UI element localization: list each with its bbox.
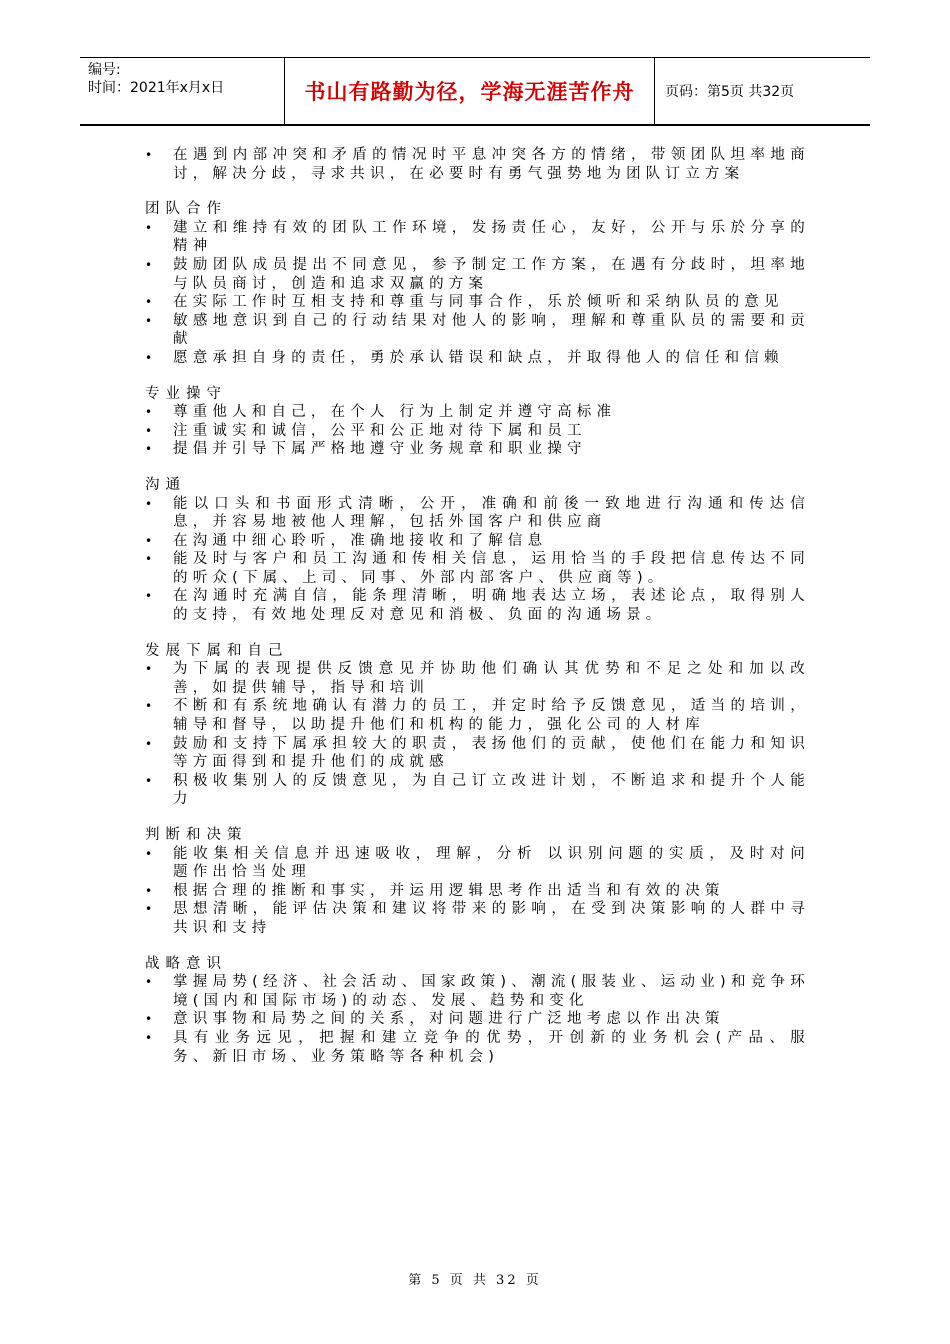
- bullet-list: [145, 146, 810, 183]
- section-title: 专业操守: [145, 385, 227, 402]
- section: [145, 642, 810, 809]
- header-info: [80, 58, 285, 124]
- section: [145, 200, 810, 367]
- section: [145, 826, 810, 938]
- list-item: [145, 495, 810, 532]
- list-item-text: 敏感地意识到自己的行动结果对他人的影响，理解和尊重队员的需要和贡献: [173, 312, 810, 348]
- bullet-icon: •: [145, 902, 158, 917]
- bullet-icon: •: [145, 423, 158, 438]
- bullet-list: [145, 403, 810, 459]
- document-number-label: 编号:: [88, 62, 121, 78]
- header-page-info: 页码：第5页 共32页: [665, 84, 795, 100]
- list-item-text: 为下属的表现提供反馈意见并协助他们确认其优势和不足之处和加以改善，如提供辅导，指导和培训: [173, 661, 810, 696]
- list-item: [145, 900, 810, 937]
- section-title: 战略意识: [145, 955, 227, 972]
- list-item: [145, 532, 810, 551]
- list-item: [145, 1029, 810, 1066]
- list-item-text: 注重诚实和诚信，公平和公正地对待下属和员工: [173, 422, 587, 439]
- list-item-text: 掌握局势(经济、社会活动、国家政策)、潮流(服装业、运动业)和竞争环境(国内和国际市场)的动态、发展、趋势和变化: [173, 974, 810, 1009]
- list-item-text: 根据合理的推断和事实，并运用逻辑思考作出适当和有效的决策: [173, 882, 725, 899]
- list-item: [145, 440, 810, 459]
- bullet-icon: •: [145, 350, 158, 365]
- list-item-text: 在遇到内部冲突和矛盾的情况时平息冲突各方的情绪，带领团队坦率地商讨，解决分歧，寻求共识，在必要时有勇气强势地为团队订立方案: [173, 147, 810, 182]
- bullet-icon: •: [145, 975, 158, 990]
- bullet-icon: •: [145, 662, 158, 677]
- list-item-text: 意识事物和局势之间的关系，对问题进行广泛地考虑以作出决策: [173, 1011, 725, 1028]
- section-title: 发展下属和自己: [145, 642, 289, 659]
- list-item-text: 能收集相关信息并迅速吸收，理解，分析 以识别问题的实质，及时对问题作出恰当处理: [173, 845, 810, 881]
- list-item: [145, 219, 810, 256]
- bullet-icon: •: [145, 589, 158, 604]
- bullet-icon: •: [145, 533, 158, 548]
- list-item: [145, 735, 810, 772]
- bullet-list: [145, 845, 810, 938]
- list-item-text: 建立和维持有效的团队工作环境，发扬责任心，友好，公开与乐於分享的精神: [173, 219, 810, 255]
- list-item-text: 尊重他人和自己，在个人 行为上制定并遵守高标准: [173, 404, 617, 421]
- bullet-icon: •: [145, 442, 158, 457]
- list-item-text: 积极收集别人的反馈意见，为自己订立改进计划，不断追求和提升个人能力: [173, 772, 810, 808]
- list-item: [145, 293, 810, 312]
- list-item-text: 在沟通时充满自信，能条理清晰，明确地表达立场，表述论点，取得别人的支持，有效地处理反对意见和消极、负面的沟通场景。: [173, 588, 810, 624]
- page-footer: 第 5 页 共 32 页: [408, 1273, 542, 1288]
- section-title: 沟通: [145, 476, 186, 493]
- list-item: [145, 772, 810, 809]
- bullet-icon: •: [145, 313, 158, 328]
- list-item: [145, 256, 810, 293]
- bullet-icon: •: [145, 773, 158, 788]
- list-item-text: 鼓励和支持下属承担较大的职责，表扬他们的贡献，使他们在能力和知识等方面得到和提升他们的成就感: [173, 735, 810, 771]
- list-item-text: 愿意承担自身的责任，勇於承认错误和缺点，并取得他人的信任和信赖: [173, 349, 784, 366]
- bullet-icon: •: [145, 736, 158, 751]
- list-item-text: 在沟通中细心聆听，准确地接收和了解信息: [173, 532, 548, 549]
- bullet-icon: •: [145, 257, 158, 272]
- list-item-text: 不断和有系统地确认有潜力的员工，并定时给予反馈意见，适当的培训，辅导和督导，以助提升他们和机构的能力，强化公司的人材库: [173, 698, 810, 734]
- section: [145, 146, 810, 183]
- bullet-list: [145, 973, 810, 1066]
- section-title: 判断和决策: [145, 827, 248, 843]
- list-item: [145, 146, 810, 183]
- bullet-list: [145, 495, 810, 625]
- list-item: [145, 312, 810, 349]
- bullet-icon: •: [145, 552, 158, 567]
- page-header: [80, 57, 870, 126]
- section-title: 团队合作: [145, 201, 227, 218]
- list-item-text: 能以口头和书面形式清晰，公开，准确和前後一致地进行沟通和传达信息，并容易地被他人理解，包括外国客户和供应商: [173, 495, 810, 531]
- list-item: [145, 697, 810, 734]
- bullet-list: [145, 660, 810, 809]
- list-item: [145, 550, 810, 587]
- bullet-icon: •: [145, 699, 158, 714]
- header-motto: 书山有路勤为径，学海无涯苦作舟: [285, 58, 655, 124]
- bullet-icon: •: [145, 883, 158, 898]
- bullet-icon: •: [145, 220, 158, 235]
- bullet-icon: •: [145, 846, 158, 861]
- bullet-icon: •: [145, 496, 158, 511]
- list-item-text: 能及时与客户和员工沟通和传相关信息，运用恰当的手段把信息传达不同的听众(下属、上司、同事、外部内部客户、供应商等)。: [173, 551, 810, 586]
- list-item-text: 提倡并引导下属严格地遵守业务规章和职业操守: [173, 441, 587, 458]
- list-item: [145, 1010, 810, 1029]
- document-body: [145, 146, 810, 1066]
- list-item-text: 鼓励团队成员提出不同意见，参予制定工作方案，在遇有分歧时，坦率地与队员商讨，创造和追求双赢的方案: [173, 256, 810, 292]
- list-item-text: 具有业务远见，把握和建立竞争的优势，开创新的业务机会(产品、服务、新旧市场、业务策略等各种机会): [173, 1029, 810, 1065]
- bullet-icon: •: [145, 405, 158, 420]
- section: [145, 385, 810, 459]
- section: [145, 955, 810, 1067]
- list-item: [145, 660, 810, 697]
- bullet-icon: •: [145, 1030, 158, 1045]
- list-item-text: 思想清晰，能评估决策和建议将带来的影响，在受到决策影响的人群中寻共识和支持: [173, 901, 810, 936]
- bullet-icon: •: [145, 295, 158, 310]
- list-item-text: 在实际工作时互相支持和尊重与同事合作，乐於倾听和采纳队员的意见: [173, 294, 784, 311]
- document-time-label: 时间：2021年x月x日: [88, 80, 225, 96]
- list-item: [145, 349, 810, 368]
- bullet-icon: •: [145, 148, 158, 162]
- list-item: [145, 403, 810, 422]
- section: [145, 476, 810, 625]
- list-item: [145, 587, 810, 624]
- list-item: [145, 845, 810, 882]
- list-item: [145, 973, 810, 1010]
- list-item: [145, 422, 810, 441]
- bullet-icon: •: [145, 1012, 158, 1027]
- bullet-list: [145, 219, 810, 368]
- list-item: [145, 882, 810, 901]
